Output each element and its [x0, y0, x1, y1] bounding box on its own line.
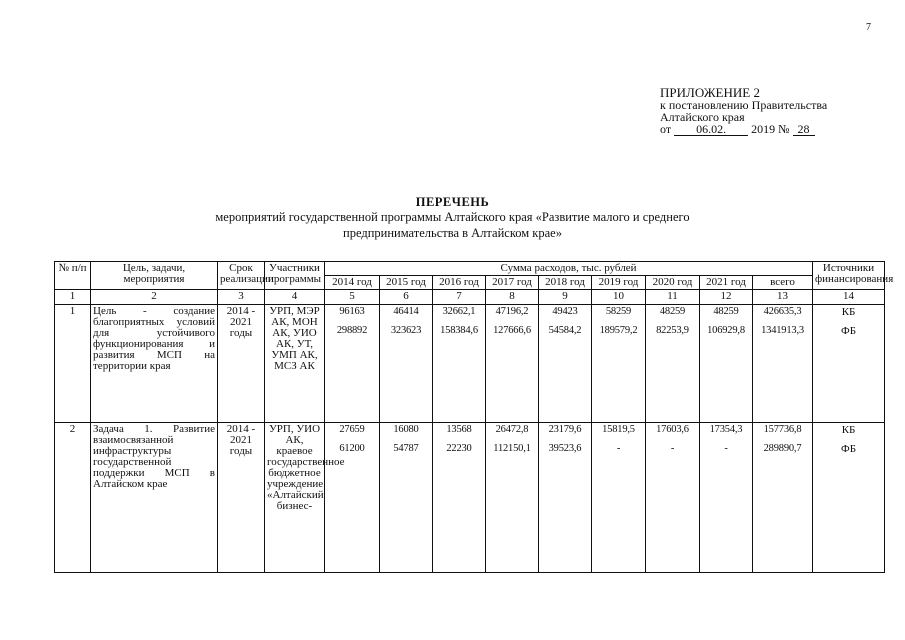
appendix-block — [660, 87, 827, 136]
value-fb: 106929,8 — [707, 325, 745, 336]
column-index: 7 — [433, 290, 486, 305]
header-participants: Участники программы — [265, 262, 325, 290]
value-kb: 58259 — [605, 306, 632, 317]
column-index: 8 — [486, 290, 539, 305]
column-index: 11 — [646, 290, 700, 305]
header-year-2015: 2015 год — [380, 276, 433, 290]
page-number: 7 — [866, 22, 871, 33]
header-year-2016: 2016 год — [433, 276, 486, 290]
value-kb: 96163 — [339, 306, 365, 317]
appendix-from-label: от — [660, 122, 672, 136]
header-total: всего — [753, 276, 813, 290]
column-index: 3 — [218, 290, 265, 305]
header-year-2021: 2021 год — [700, 276, 753, 290]
column-index: 2 — [91, 290, 218, 305]
value-cell-2016 — [433, 423, 486, 573]
header-term: Срок реализации — [218, 262, 265, 290]
value-fb: 39523,6 — [548, 443, 582, 454]
value-fb: 82253,9 — [656, 325, 689, 336]
value-cell-2021 — [700, 423, 753, 573]
header-year-2017: 2017 год — [486, 276, 539, 290]
source-kb: КБ — [841, 306, 856, 318]
value-fb: 112150,1 — [493, 443, 531, 454]
value-kb: 49423 — [552, 306, 578, 317]
value-kb: 17603,6 — [656, 424, 689, 435]
value-fb: - — [616, 443, 621, 454]
row-sources — [813, 423, 885, 573]
document-title: ПЕРЕЧЕНЬ — [415, 195, 490, 209]
source-fb: ФБ — [841, 325, 857, 337]
row-num: 2 — [55, 423, 91, 573]
value-cell-2020 — [646, 423, 700, 573]
header-row-top — [55, 262, 885, 276]
column-index: 6 — [380, 290, 433, 305]
appendix-year: 2019 — [751, 122, 776, 136]
row-goal: Цель - создание благоприятных условий для устойчивого функционирования и развития МСП на территории края — [91, 305, 218, 423]
value-cell-2017 — [486, 423, 539, 573]
value-fb: 289890,7 — [763, 443, 802, 454]
value-cell-2020 — [646, 305, 700, 423]
column-index: 12 — [700, 290, 753, 305]
column-index: 10 — [592, 290, 646, 305]
source-kb: КБ — [841, 424, 856, 436]
row-num: 1 — [55, 305, 91, 423]
value-kb: 48259 — [659, 306, 686, 317]
header-year-2018: 2018 год — [539, 276, 592, 290]
value-fb: 54787 — [393, 443, 419, 454]
value-cell-2015 — [380, 423, 433, 573]
appendix-title: ПРИЛОЖЕНИЕ 2 — [660, 85, 760, 100]
document-subtitle-line-2: предпринимательства в Алтайском крае» — [343, 226, 562, 240]
column-index: 4 — [265, 290, 325, 305]
appendix-date: 06.02. — [674, 123, 748, 136]
value-kb: 32662,1 — [442, 306, 476, 317]
value-fb: 158384,6 — [440, 325, 478, 336]
value-kb: 426635,3 — [763, 306, 802, 317]
value-fb: 189579,2 — [599, 325, 638, 336]
value-cell-2021 — [700, 305, 753, 423]
appendix-date-line — [660, 123, 827, 136]
value-kb: 13568 — [446, 424, 472, 435]
row-term: 2014 - 2021 годы — [218, 305, 265, 423]
value-cell-2016 — [433, 305, 486, 423]
document-subtitle-line-1: мероприятий государственной программы Алтайского края «Развитие малого и среднего — [215, 210, 690, 224]
value-cell-2019 — [592, 423, 646, 573]
value-fb: 54584,2 — [548, 325, 582, 336]
value-fb: 22230 — [446, 443, 472, 454]
value-fb: - — [670, 443, 675, 454]
header-num: № п/п — [55, 262, 91, 290]
value-fb: 323623 — [390, 325, 422, 336]
value-kb: 27659 — [339, 424, 365, 435]
value-fb: - — [724, 443, 728, 454]
row-sources — [813, 305, 885, 423]
value-cell-2018 — [539, 423, 592, 573]
row-participants: УРП, МЭР АК, МОН АК, УИО АК, УТ, УМП АК, МСЗ АК — [265, 305, 325, 423]
value-cell-2015 — [380, 305, 433, 423]
row-term: 2014 - 2021 годы — [218, 423, 265, 573]
value-kb: 48259 — [713, 306, 739, 317]
value-fb: 298892 — [336, 325, 368, 336]
value-kb: 23179,6 — [548, 424, 582, 435]
value-cell-total — [753, 305, 813, 423]
row-participants: УРП, УИО АК, краевое государственное бюджетное учреждение «Алтайский бизнес- — [265, 423, 325, 573]
activities-table — [54, 261, 894, 573]
column-index: 13 — [753, 290, 813, 305]
value-kb: 15819,5 — [602, 424, 635, 435]
value-kb: 157736,8 — [763, 424, 802, 435]
header-year-2014: 2014 год — [325, 276, 380, 290]
value-fb: 127666,6 — [493, 325, 531, 336]
appendix-number-label: № — [778, 122, 790, 136]
column-index: 5 — [325, 290, 380, 305]
table-row — [55, 305, 885, 423]
column-index-row — [55, 290, 885, 305]
column-index: 1 — [55, 290, 91, 305]
value-cell-2019 — [592, 305, 646, 423]
appendix-line-1: к постановлению Правительства — [660, 98, 828, 112]
header-goal: Цель, задачи, мероприятия — [91, 262, 218, 290]
value-fb: 61200 — [339, 443, 365, 454]
appendix-number: 28 — [793, 123, 815, 136]
value-kb: 26472,8 — [495, 424, 529, 435]
table-row — [55, 423, 885, 573]
value-cell-2018 — [539, 305, 592, 423]
row-goal: Задача 1. Развитие взаимосвязанной инфраструктуры государственной поддержки МСП в Алтайском крае — [91, 423, 218, 573]
value-cell-total — [753, 423, 813, 573]
value-kb: 16080 — [393, 424, 419, 435]
header-year-2020: 2020 год — [646, 276, 700, 290]
column-index: 14 — [813, 290, 885, 305]
value-cell-2014 — [325, 305, 380, 423]
header-sources: Источники финансирования — [813, 262, 885, 290]
source-fb: ФБ — [841, 443, 857, 455]
value-cell-2014 — [325, 423, 380, 573]
value-kb: 47196,2 — [495, 306, 529, 317]
header-year-2019: 2019 год — [592, 276, 646, 290]
value-fb: 1341913,3 — [761, 325, 804, 336]
value-cell-2017 — [486, 305, 539, 423]
appendix-line-2: Алтайского края — [660, 110, 745, 124]
value-kb: 46414 — [393, 306, 419, 317]
header-expenses: Сумма расходов, тыс. рублей — [325, 262, 813, 276]
value-kb: 17354,3 — [709, 424, 743, 435]
column-index: 9 — [539, 290, 592, 305]
